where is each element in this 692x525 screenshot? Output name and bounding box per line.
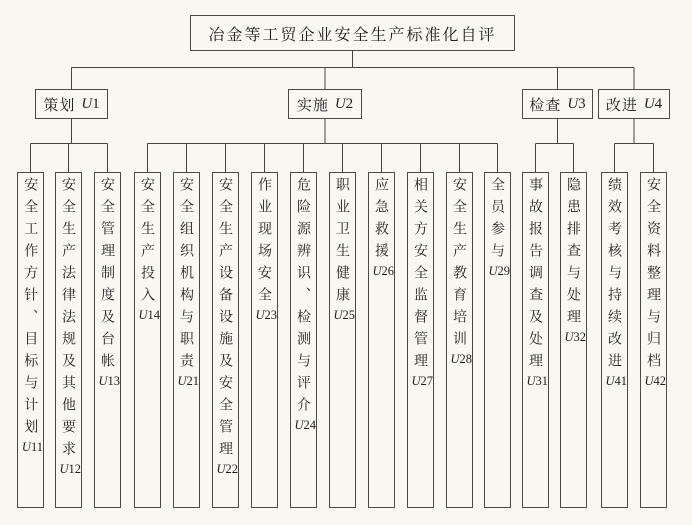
node-u31 — [522, 172, 549, 508]
node-u3-code: U3 — [567, 95, 586, 112]
node-u24 — [290, 172, 317, 508]
node-u13 — [94, 172, 121, 508]
node-u28-label: 安全生产教育培训U28 — [450, 177, 472, 366]
node-u4-label: 改进 — [605, 97, 638, 114]
node-u4-code: U4 — [643, 95, 663, 112]
node-u27-label: 相关方安全监督管理U27 — [411, 177, 433, 388]
node-u11 — [17, 172, 44, 508]
node-u2 — [288, 89, 362, 119]
node-u32-label: 隐患排查与处理U32 — [564, 177, 586, 344]
node-u2-code: U2 — [334, 95, 354, 112]
node-u3-label: 检查 — [529, 97, 562, 114]
node-u32 — [560, 172, 587, 508]
node-u25 — [329, 172, 356, 508]
node-u31-label: 事故报告调查及处理U31 — [526, 177, 548, 388]
node-u41-label: 绩效考核与持续改进U41 — [605, 177, 627, 388]
node-u26-label: 应急救援U26 — [372, 177, 394, 278]
node-u11-label: 安全工作方针、目标与计划U11 — [21, 177, 43, 454]
node-u3 — [522, 89, 593, 119]
node-u41 — [601, 172, 628, 508]
node-u28 — [446, 172, 473, 508]
node-root — [190, 15, 515, 51]
node-u29 — [484, 172, 511, 508]
node-u42-label: 安全资料整理与归档U42 — [644, 177, 666, 388]
node-u29-label: 全员参与U29 — [488, 177, 510, 278]
root-title: 冶金等工贸企业安全生产标准化自评 — [208, 26, 497, 44]
node-u26 — [368, 172, 395, 508]
node-u21-label: 安全组织机构与职责U21 — [177, 177, 199, 388]
node-u1-label: 策划 — [43, 97, 76, 114]
node-u23-label: 作业现场安全U23 — [255, 177, 277, 322]
node-u13-label: 安全管理制度及台帐U13 — [98, 177, 120, 388]
node-u12-label: 安全生产法律法规及其他要求U12 — [59, 177, 81, 476]
node-u12 — [55, 172, 82, 508]
node-u24-label: 危险源辨识、检测与评介U24 — [294, 177, 316, 432]
node-u22 — [212, 172, 239, 508]
node-u21 — [173, 172, 200, 508]
node-u25-label: 职业卫生健康U25 — [333, 177, 355, 322]
node-u23 — [251, 172, 278, 508]
node-u2-label: 实施 — [296, 97, 329, 114]
node-u14-label: 安全生产投入U14 — [138, 177, 160, 322]
node-u42 — [640, 172, 667, 508]
node-u27 — [407, 172, 434, 508]
node-u14 — [134, 172, 161, 508]
node-u22-label: 安全生产设备设施及安全管理U22 — [216, 177, 238, 476]
node-u4 — [598, 89, 670, 119]
node-u1 — [35, 89, 108, 119]
node-u1-code: U1 — [81, 95, 100, 112]
